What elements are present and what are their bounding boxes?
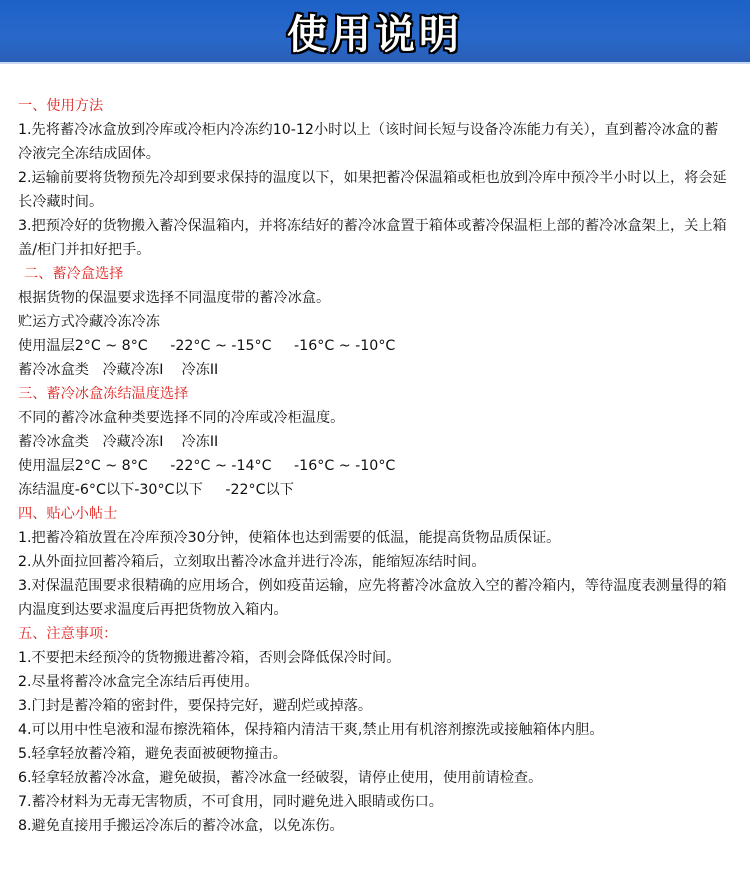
caution-4: 4.可以用中性皂液和湿布擦洗箱体，保持箱内清洁干爽,禁止用有机溶剂擦洗或接触箱体内胆。 <box>18 722 604 738</box>
tip-2: 2.从外面拉回蓄冷箱后，立刻取出蓄冷冰盒并进行冷冻，能缩短冻结时间。 <box>18 554 486 570</box>
instructions-body <box>0 64 750 838</box>
caution-2: 2.尽量将蓄冷冰盒完全冻结后再使用。 <box>18 674 259 690</box>
title-banner <box>0 0 750 64</box>
tip-1: 1.把蓄冷箱放置在冷库预冷30分钟，使箱体也达到需要的低温，能提高货物品质保证。 <box>18 530 561 546</box>
box-selection-types: 蓄冷冰盒类 冷藏冷冻I 冷冻II <box>18 362 219 378</box>
caution-1: 1.不要把未经预冷的货物搬进蓄冷箱，否则会降低保冷时间。 <box>18 650 401 666</box>
freeze-temp-range: 使用温层2°C ~ 8°C -22°C ~ -14°C -16°C ~ -10°C <box>18 458 396 474</box>
freeze-temp-types: 蓄冷冰盒类 冷藏冷冻I 冷冻II <box>18 434 219 450</box>
box-selection-temp-range: 使用温层2°C ~ 8°C -22°C ~ -15°C -16°C ~ -10°C <box>18 338 396 354</box>
caution-6: 6.轻拿轻放蓄冷冰盒，避免破损，蓄冷冰盒一经破裂，请停止使用，使用前请检查。 <box>18 770 543 786</box>
box-selection-line-2: 贮运方式冷藏冷冻冷冻 <box>18 314 160 330</box>
page-title: 使用说明 <box>287 11 463 58</box>
usage-step-1: 1.先将蓄冷冰盒放到冷库或冷柜内冷冻约10-12小时以上（该时间长短与设备冷冻能力有关），直到蓄冷冰盒的蓄冷液完全冻结成固体。 <box>18 122 719 162</box>
section-heading-cautions: 五、注意事项： <box>18 626 118 642</box>
freeze-temp-line-1: 不同的蓄冷冰盒种类要选择不同的冷库或冷柜温度。 <box>18 410 345 426</box>
caution-5: 5.轻拿轻放蓄冷箱，避免表面被硬物撞击。 <box>18 746 287 762</box>
usage-step-3: 3.把预冷好的货物搬入蓄冷保温箱内，并将冻结好的蓄冷冰盒置于箱体或蓄冷保温柜上部的蓄冷冰盒架上，关上箱盖/柜门并扣好把手。 <box>18 218 727 258</box>
caution-7: 7.蓄冷材料为无毒无害物质，不可食用，同时避免进入眼睛或伤口。 <box>18 794 443 810</box>
section-heading-box-selection: 二、蓄冷盒选择 <box>24 266 124 282</box>
box-selection-line-1: 根据货物的保温要求选择不同温度带的蓄冷冰盒。 <box>18 290 331 306</box>
caution-3: 3.门封是蓄冷箱的密封件，要保持完好，避刮烂或掉落。 <box>18 698 373 714</box>
caution-8: 8.避免直接用手搬运冷冻后的蓄冷冰盒，以免冻伤。 <box>18 818 344 834</box>
usage-step-2: 2.运输前要将货物预先冷却到要求保持的温度以下，如果把蓄冷保温箱或柜也放到冷库中预冷半小时以上，将会延长冷藏时间。 <box>18 170 727 210</box>
tip-3: 3.对保温范围要求很精确的应用场合，例如疫苗运输，应先将蓄冷冰盒放入空的蓄冷箱内，等待温度表测量得的箱内温度到达要求温度后再把货物放入箱内。 <box>18 578 727 618</box>
section-heading-tips: 四、贴心小帖士 <box>18 506 118 522</box>
freeze-temp-values: 冻结温度-6°C以下-30°C以下 -22°C以下 <box>18 482 294 498</box>
section-heading-freeze-temp: 三、蓄冷冰盒冻结温度选择 <box>18 386 189 402</box>
section-heading-usage: 一、使用方法 <box>18 98 104 114</box>
